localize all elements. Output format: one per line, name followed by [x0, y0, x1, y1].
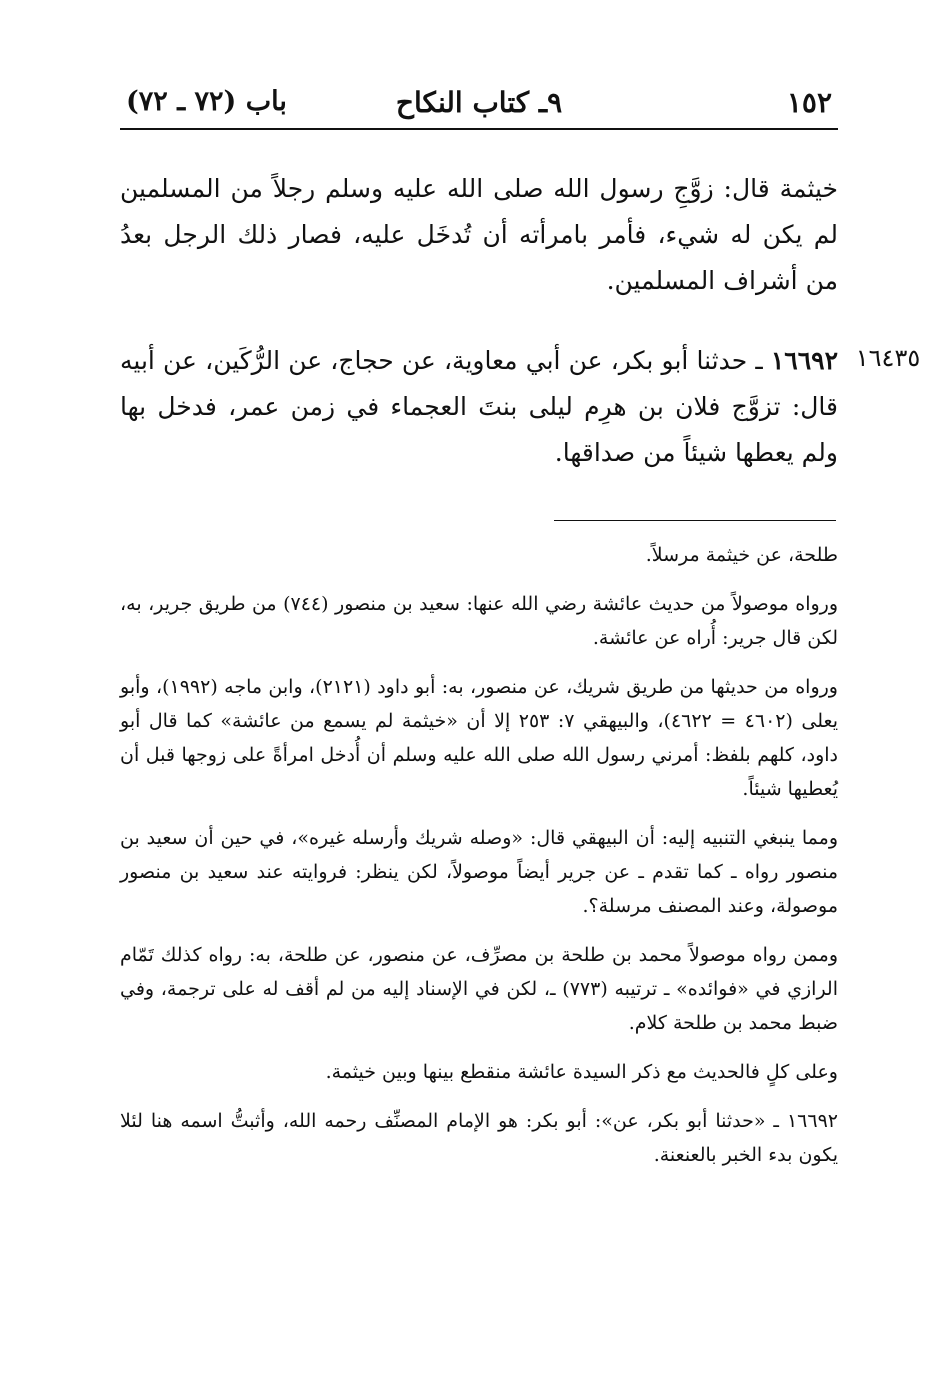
- hadith-margin-number: ١٦٤٣٥: [855, 344, 921, 372]
- footnote-paragraph: طلحة، عن خيثمة مرسلاً.: [645, 544, 838, 566]
- hadith-text: ـ حدثنا أبو بكر، عن أبي معاوية، عن حجاج، عن الرُّكَين، عن أبيه قال: تزوَّج فلان بن هرِم ليلى بنتَ العجماء في زمن عمر، فدخل بها ولم يعطها شيئاً من صداقها.: [120, 346, 838, 467]
- hadith-number: ١٦٦٩٢: [770, 346, 838, 375]
- main-paragraph-1: خيثمة قال: زوَّجِ رسول الله صلى الله عليه وسلم رجلاً من المسلمين لم يكن له شيء، فأمر بامرأته أن تُدخَل عليه، فصار ذلك الرجل بعدُ من أشراف المسلمين.: [120, 174, 838, 295]
- footnote-paragraph: وعلى كلٍ فالحديث مع ذكر السيدة عائشة منقطع بينها وبين خيثمة.: [325, 1061, 838, 1083]
- page-number: ١٥٢: [786, 86, 832, 119]
- footnote-paragraph: ورواه من حديثها من طريق شريك، عن منصور، به: أبو داود (٢١٢١)، وابن ماجه (١٩٩٢)، وأبو يعلى (٤٦٠٢ = ٤٦٢٢)، والبيهقي ٧: ٢٥٣ إلا أن «خيثمة لم يسمع من عائشة» كما قال أبو داود، كلهم بلفظ: أمرني رسول الله صلى الله عليه وسلم أن أُدخل امرأةً على زوجها قبل أن يُعطيها شيئاً.: [120, 676, 838, 800]
- footnote-paragraph: وممن رواه موصولاً محمد بن طلحة بن مصرِّف، عن منصور، عن طلحة، به: رواه كذلك تَمّام الرازي في «فوائده» ـ ترتيبه (٧٧٣) ـ، لكن في الإسناد إليه من لم أقف له على ترجمة، وفي ضبط محمد بن طلحة كلام.: [120, 944, 839, 1034]
- book-title: ٩ـ كتاب النكاح: [395, 86, 563, 119]
- footnote-paragraph: ورواه موصولاً من حديث عائشة رضي الله عنها: سعيد بن منصور (٧٤٤) من طريق جرير، به، لكن قال جرير: أُراه عن عائشة.: [120, 593, 838, 649]
- header-rule: [120, 128, 838, 130]
- footnote-paragraph: ومما ينبغي التنبيه إليه: أن البيهقي قال: «وصله شريك وأرسله غيره»، في حين أن سعيد بن منصور رواه ـ كما تقدم ـ عن جرير أيضاً موصولاً، لكن ينظر: فروايته عند سعيد بن منصور موصولة، وعند المصنف مرسلة؟.: [120, 827, 838, 917]
- footnote-paragraph: ١٦٦٩٢ ـ «حدثنا أبو بكر، عن»: أبو بكر: هو الإمام المصنِّف رحمه الله، وأثبتُّ اسمه هنا لئلا يكون بدء الخبر بالعنعنة.: [120, 1110, 838, 1166]
- hadith-paragraph: [120, 338, 838, 476]
- page-header: [120, 82, 838, 122]
- footnotes: [120, 538, 838, 1187]
- chapter-title: باب (٧٢ ـ ٧٢): [126, 86, 287, 117]
- footnote-divider: [554, 520, 836, 521]
